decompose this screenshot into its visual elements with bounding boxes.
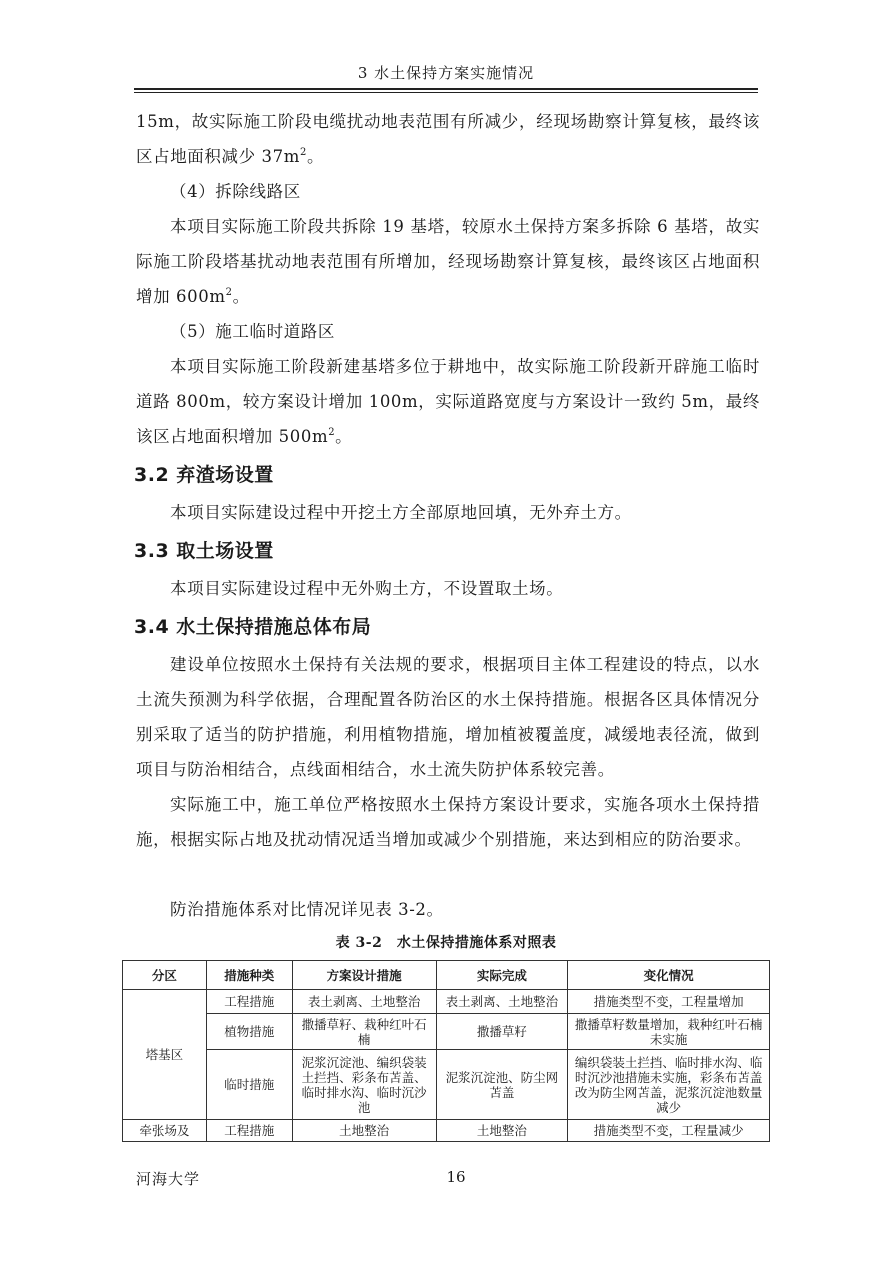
zone-cell: 塔基区: [123, 990, 207, 1120]
paragraph-temp-road: 本项目实际施工阶段新建基塔多位于耕地中，故实际施工阶段新开辟施工临时道路 800m，较方案设计增加 100m，实际道路宽度与方案设计一致约 5m，最终该区占地面积增加 $500m^2$。: [136, 357, 760, 446]
table-caption: 表 3-2 水土保持措施体系对照表: [335, 935, 557, 951]
header-rule-thick: [134, 88, 758, 90]
subheading-temp-road: （5）施工临时道路区: [170, 322, 335, 341]
paragraph-borrow-pit: 本项目实际建设过程中无外购土方，不设置取土场。: [170, 579, 564, 598]
table-cell: 泥浆沉淀池、防尘网苫盖: [436, 1050, 568, 1120]
table-cell: 撒播草籽数量增加，栽种红叶石楠未实施: [568, 1014, 770, 1050]
zone-cell: 牵张场及: [123, 1120, 207, 1142]
table-cell: 表土剥离、土地整治: [292, 990, 436, 1014]
table-cell: 撒播草籽、栽种红叶石楠: [292, 1014, 436, 1050]
table-cell: 工程措施: [206, 990, 292, 1014]
footer-institution: 河海大学: [136, 1170, 201, 1188]
paragraph-spoil-ground: 本项目实际建设过程中开挖土方全部原地回填，无外弃土方。: [170, 503, 632, 522]
paragraph-cable-area: 15m，故实际施工阶段电缆扰动地表范围有所减少，经现场勘察计算复核，最终该区占地面积减少 $37m^2$。: [136, 112, 760, 166]
section-heading-3-4: 3.4 水土保持措施总体布局: [134, 616, 372, 638]
paragraph-table-reference: 防治措施体系对比情况详见表 3-2。: [170, 900, 444, 919]
table-row: [123, 990, 770, 1014]
table-row: [123, 1050, 770, 1120]
header-planned: 方案设计措施: [292, 961, 436, 990]
table-cell: 表土剥离、土地整治: [436, 990, 568, 1014]
table-row: [123, 1120, 770, 1142]
paragraph-construction: 实际施工中，施工单位严格按照水土保持方案设计要求，实施各项水土保持措施，根据实际占地及扰动情况适当增加或减少个别措施，来达到相应的防治要求。: [136, 795, 760, 849]
header-measure-type: 措施种类: [206, 961, 292, 990]
section-heading-3-3: 3.3 取土场设置: [134, 540, 274, 562]
table-row: [123, 1014, 770, 1050]
table-cell: 编织袋装土拦挡、临时排水沟、临时沉沙池措施未实施，彩条布苫盖改为防尘网苫盖，泥浆沉淀池数量减少: [568, 1050, 770, 1120]
table-cell: 工程措施: [206, 1120, 292, 1142]
measures-comparison-table: [122, 960, 770, 1142]
header-change: 变化情况: [568, 961, 770, 990]
section-heading-3-2: 3.2 弃渣场设置: [134, 464, 274, 486]
table-cell: 土地整治: [292, 1120, 436, 1142]
table-cell: 植物措施: [206, 1014, 292, 1050]
paragraph-dismantle-line: 本项目实际施工阶段共拆除 19 基塔，较原水土保持方案多拆除 6 基塔，故实际施工阶段塔基扰动地表范围有所增加，经现场勘察计算复核，最终该区占地面积增加 $600m^2$。: [136, 217, 760, 306]
header-actual: 实际完成: [436, 961, 568, 990]
table-header-row: [123, 961, 770, 990]
header-rule-thin: [134, 92, 758, 93]
subheading-dismantle-line: （4）拆除线路区: [170, 182, 301, 201]
table-cell: 泥浆沉淀池、编织袋装土拦挡、彩条布苫盖、临时排水沟、临时沉沙池: [292, 1050, 436, 1120]
page-number: 16: [446, 1168, 466, 1186]
table-cell: 撒播草籽: [436, 1014, 568, 1050]
running-header: 3 水土保持方案实施情况: [357, 64, 535, 82]
paragraph-overall-layout: 建设单位按照水土保持有关法规的要求，根据项目主体工程建设的特点，以水土流失预测为科学依据，合理配置各防治区的水土保持措施。根据各区具体情况分别采取了适当的防护措施，利用植物措施，增加植被覆盖度，减缓地表径流，做到项目与防治相结合，点线面相结合，水土流失防护体系较完善。: [136, 655, 760, 779]
table-cell: 土地整治: [436, 1120, 568, 1142]
table-cell: 措施类型不变，工程量减少: [568, 1120, 770, 1142]
table-cell: 措施类型不变，工程量增加: [568, 990, 770, 1014]
header-zone: 分区: [123, 961, 207, 990]
table-cell: 临时措施: [206, 1050, 292, 1120]
